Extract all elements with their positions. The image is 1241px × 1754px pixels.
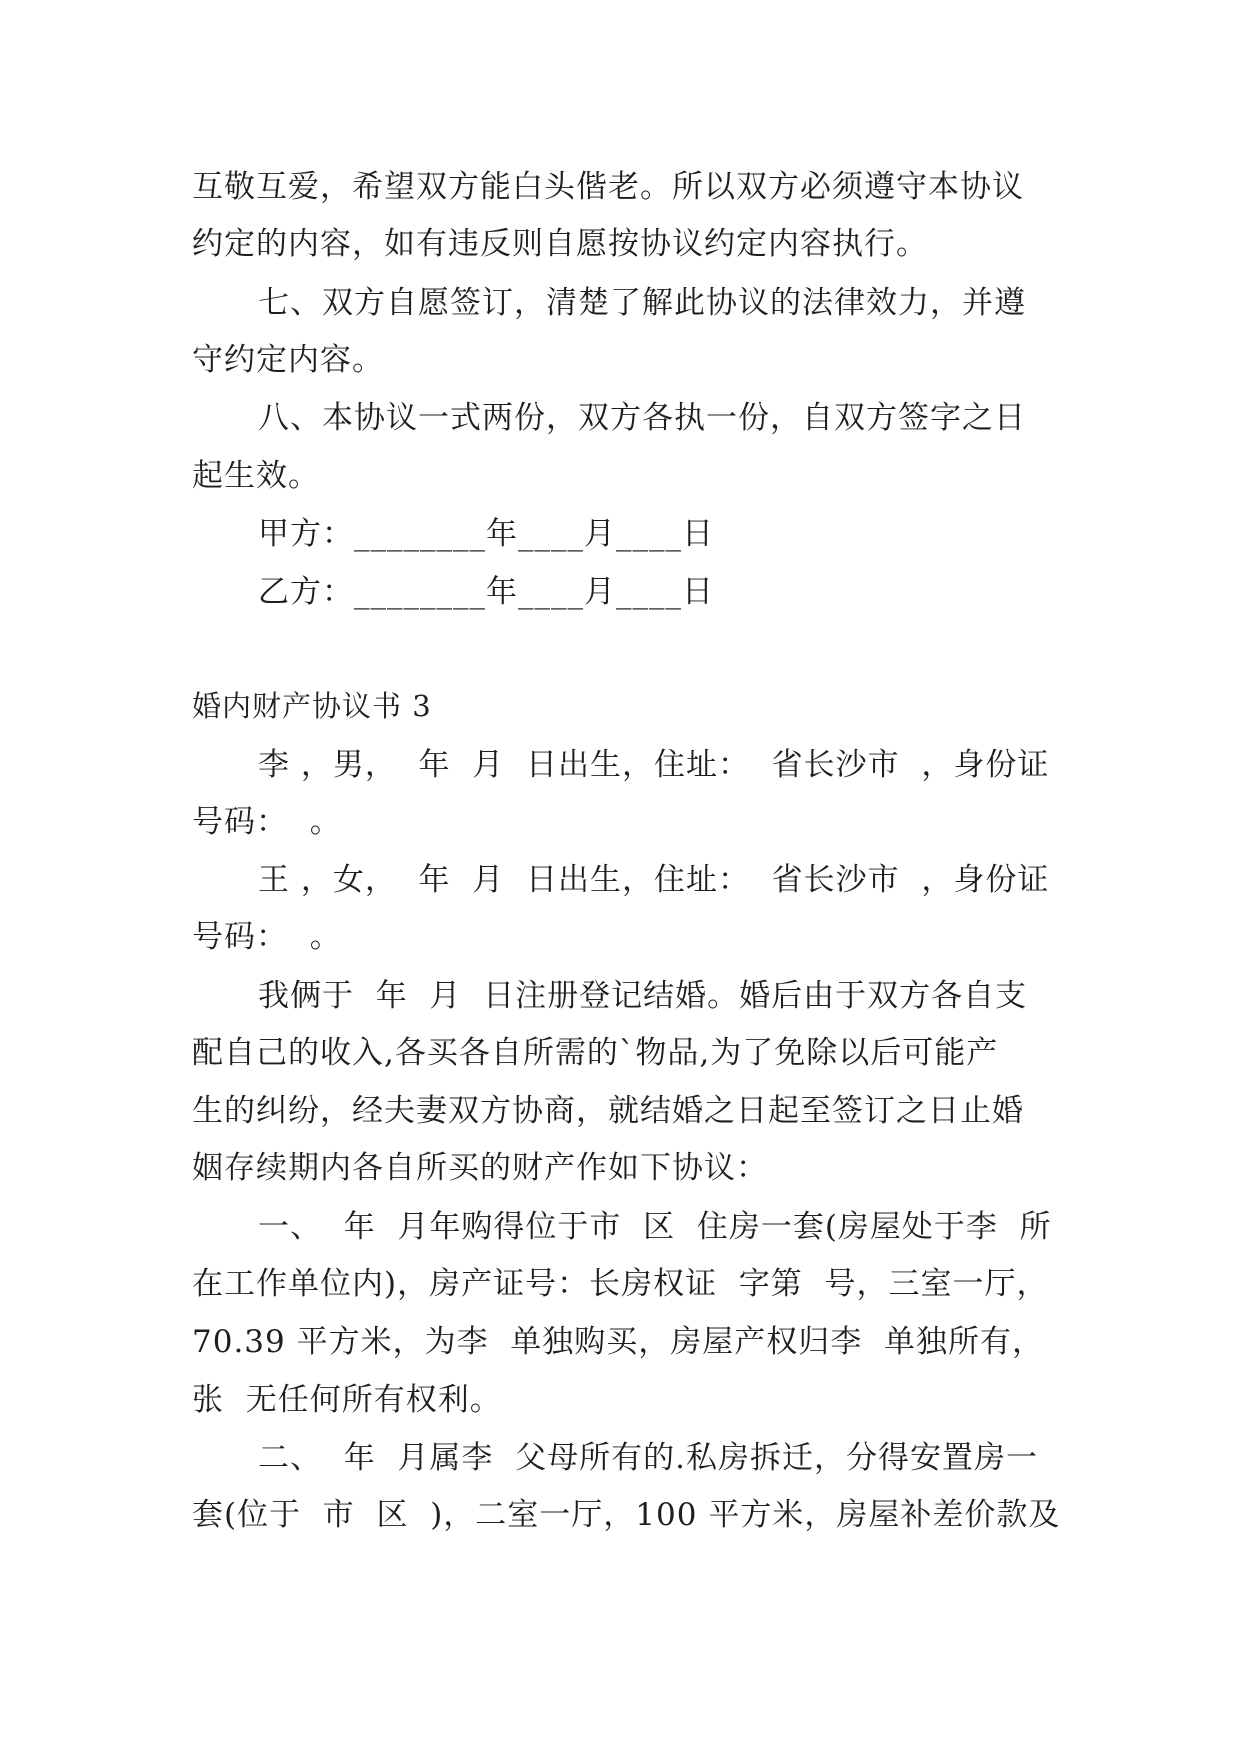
preamble-line: 我俩于 年 月 日注册登记结婚。婚后由于双方各自支 [258, 978, 1028, 1014]
text-line: 配自己的收入,各买各自所需的`物品,为了免除以后可能产 [192, 1035, 999, 1071]
text-line: 约定的内容，如有违反则自愿按协议约定内容执行。 [192, 226, 928, 262]
clause-one-line: 一、 年 月年购得位于市 区 住房一套(房屋处于李 所 [258, 1209, 1052, 1245]
text-line: 张 无任何所有权利。 [192, 1382, 502, 1418]
text-line: 号码： 。 [192, 804, 342, 840]
text-line: 70.39 平方米，为李 单独购买，房屋产权归李 单独所有， [192, 1324, 1045, 1360]
text-line: 起生效。 [192, 458, 320, 494]
party-a-signature-line: 甲方：________年____月____日 [258, 516, 714, 552]
text-line: 号码： 。 [192, 919, 342, 955]
text-line: 生的纠纷，经夫妻双方协商，就结婚之日起至签订之日止婚 [192, 1093, 1024, 1129]
text-line: 在工作单位内)，房产证号：长房权证 字第 号，三室一厅， [192, 1266, 1049, 1302]
section-heading: 婚内财产协议书 3 [192, 689, 432, 723]
clause-two-line: 二、 年 月属李 父母所有的.私房拆迁，分得安置房一 [258, 1440, 1038, 1476]
party-wang-line: 王 ，女， 年 月 日出生，住址： 省长沙市 ，身份证 [258, 862, 1050, 898]
text-line: 姻存续期内各自所买的财产作如下协议： [192, 1150, 768, 1186]
text-line: 套(位于 市 区 )，二室一厅，100 平方米，房屋补差价款及 [192, 1497, 1061, 1533]
clause-seven-line: 七、双方自愿签订，清楚了解此协议的法律效力，并遵 [258, 285, 1026, 321]
party-b-signature-line: 乙方：________年____月____日 [258, 574, 714, 610]
text-line: 守约定内容。 [192, 342, 384, 378]
party-li-line: 李 ，男， 年 月 日出生，住址： 省长沙市 ，身份证 [258, 747, 1050, 783]
text-line: 互敬互爱，希望双方能白头偕老。所以双方必须遵守本协议 [192, 169, 1024, 205]
clause-eight-line: 八、本协议一式两份，双方各执一份，自双方签字之日 [258, 400, 1026, 436]
